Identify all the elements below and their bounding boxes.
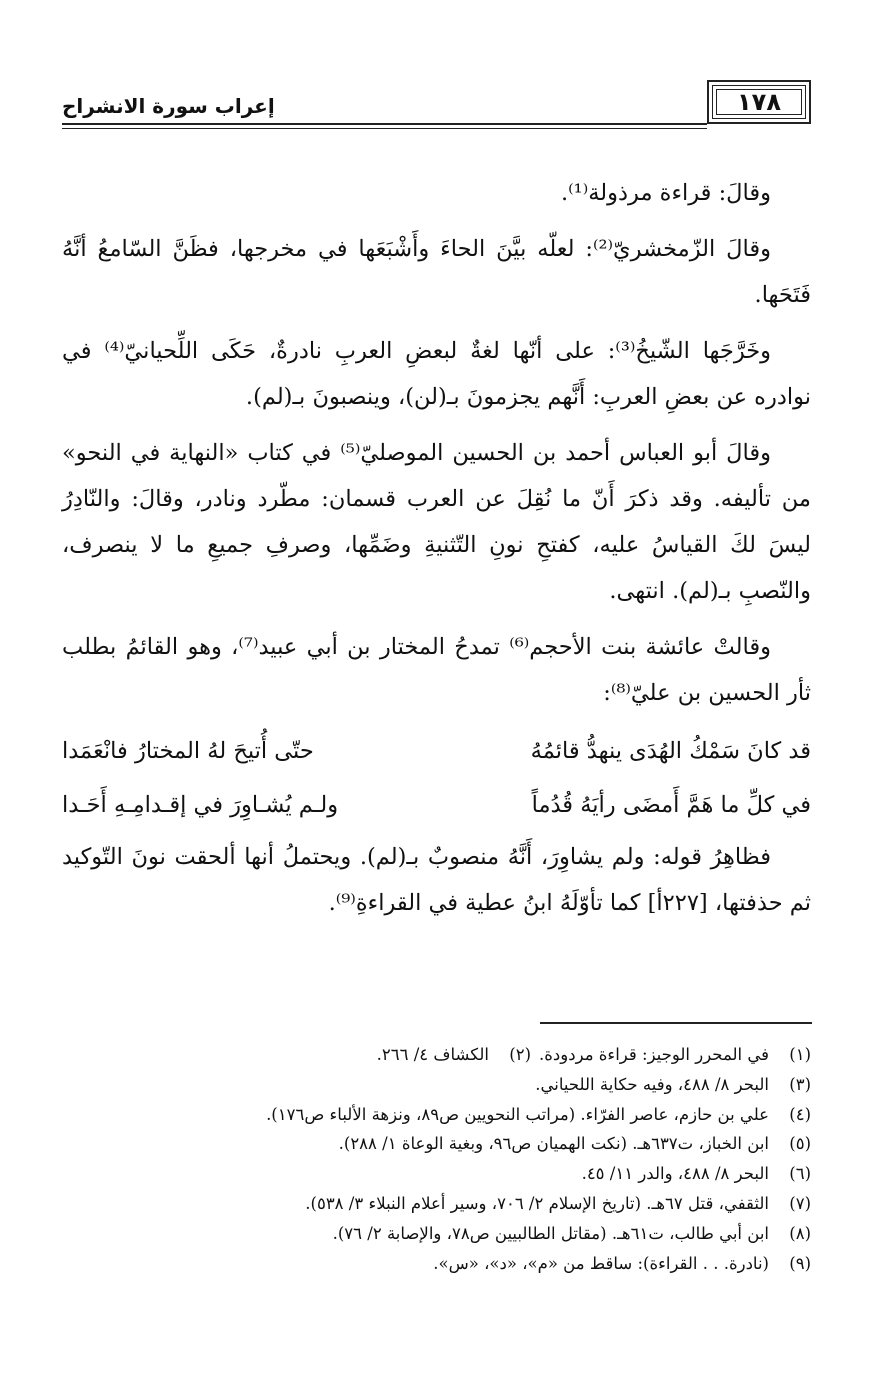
footnote-text: ابن أبي طالب، ت٦١هـ. (مقاتل الطالبيين ص٧٨، والإصابة ٢/ ٧٦). xyxy=(332,1223,769,1243)
footnote-row-1 xyxy=(62,1040,811,1070)
paragraph-closing: فظاهِرُ قوله: ولم يشاوِرَ، أَنَّهُ منصوبٌ بـ(لم). ويحتملُ أنها ألحقت نونَ التّوكيد ثم حذفتها، [٢٢٧أ] كما تأوّلَهُ ابنُ عطية في القراءةِ⁽⁹⁾. xyxy=(62,844,811,916)
paragraph-4: وقالَ أبو العباس أحمد بن الحسين الموصليّ⁽⁵⁾ في كتاب «النهاية في النحو» من تأليفه. وقد ذكرَ أَنّ ما نُقِلَ عن العرب قسمان: مطّرد ونادر، وقالَ: والنّادِرُ ليسَ لكَ القياسُ عليه، كفتحِ نونِ التّثنيةِ وضَمِّها، وصرفِ جميعِ ما لا ينصرف، والنّصبِ بـ(لم). انتهى. xyxy=(62,440,811,604)
footnote-4 xyxy=(62,1100,811,1130)
footnote-2 xyxy=(377,1040,531,1070)
paragraph-3: وخَرَّجَها الشّيخُ⁽³⁾: على أنّها لغةٌ لبعضِ العربِ نادرةٌ، حَكَى اللِّحيانيّ⁽⁴⁾ في نوادره عن بعضِ العربِ: أَنَّهم يجزمونَ بـ(لن)، وينصبونَ بـ(لم). xyxy=(62,338,811,410)
verse-2-first-hemistich: في كلِّ ما هَمَّ أَمضَى رأيَهُ قُدُماً xyxy=(531,792,811,818)
footnote-text: (نادرة. . . القراءة): ساقط من «م»، «د»، «س». xyxy=(433,1253,769,1273)
footnote-text: في المحرر الوجيز: قراءة مردودة. xyxy=(539,1045,769,1064)
footnote-number: (١) xyxy=(789,1045,811,1064)
footnote-text: الكشاف ٤/ ٢٦٦. xyxy=(376,1045,489,1064)
footnote-number: (٤) xyxy=(789,1104,811,1124)
page-number-frame xyxy=(707,80,811,124)
footnote-5 xyxy=(62,1129,811,1159)
footnote-text: ابن الخباز، ت٦٣٧هـ. (نكت الهميان ص٩٦، وبغية الوعاة ١/ ٢٨٨). xyxy=(338,1134,769,1154)
footnote-text: الثقفي، قتل ٦٧هـ. (تاريخ الإسلام ٢/ ٧٠٦، وسير أعلام النبلاء ٣/ ٥٣٨). xyxy=(305,1193,769,1213)
footnote-8 xyxy=(62,1219,811,1249)
footnote-text: البحر ٨/ ٤٨٨، وفيه حكاية اللحياني. xyxy=(535,1074,769,1094)
verse-2-second-hemistich: ولـم يُشـاوِرَ في إقـدامِـهِ أَحَـدا xyxy=(62,792,339,818)
footnote-number: (٥) xyxy=(789,1134,811,1154)
page-number: ١٧٨ xyxy=(737,88,781,116)
page-header xyxy=(62,80,811,130)
verse-1-second-hemistich: حتّى أُتيحَ لهُ المختارُ فانْعَمَدا xyxy=(62,738,314,764)
footnote-3 xyxy=(62,1070,811,1100)
paragraph-2: وقالَ الزّمخشريّ⁽²⁾: لعلّه بيَّنَ الحاءَ وأَشْبَعَها في مخرجها، فظَنَّ السّامعُ أنَّهُ فَتَحَها. xyxy=(62,236,811,308)
paragraph-1: وقالَ: قراءة مرذولة⁽¹⁾. xyxy=(560,180,771,206)
running-title: إعراب سورة الانشراح xyxy=(62,94,275,118)
footnotes xyxy=(62,1040,811,1278)
header-rule xyxy=(62,123,707,125)
footnote-7 xyxy=(62,1189,811,1219)
footnote-text: البحر ٨/ ٤٨٨، والدر ١١/ ٤٥. xyxy=(581,1164,769,1184)
footnote-number: (٧) xyxy=(789,1193,811,1213)
footnote-number: (٨) xyxy=(789,1223,811,1243)
footnote-number: (٩) xyxy=(789,1253,811,1273)
footnote-1 xyxy=(531,1040,811,1070)
footnote-number: (٦) xyxy=(789,1164,811,1184)
footnote-6 xyxy=(62,1159,811,1189)
poem-verse-2 xyxy=(62,780,811,830)
footnote-separator xyxy=(540,1022,812,1024)
paragraph-5: وقالتْ عائشة بنت الأحجم⁽⁶⁾ تمدحُ المختار بن أبي عبيد⁽⁷⁾، وهو القائمُ بطلب ثأر الحسين بن عليّ⁽⁸⁾: xyxy=(62,634,811,706)
verse-1-first-hemistich: قد كانَ سَمْكُ الهُدَى ينهدُّ قائمُهُ xyxy=(530,738,811,764)
footnote-text: علي بن حازم، عاصر الفرّاء. (مراتب النحويين ص٨٩، ونزهة الألباء ص١٧٦). xyxy=(266,1104,769,1124)
poem-verse-1 xyxy=(62,726,811,776)
footnote-9 xyxy=(62,1249,811,1279)
footnote-number: (٣) xyxy=(789,1074,811,1094)
main-text xyxy=(62,170,811,936)
footnote-number: (٢) xyxy=(509,1045,531,1064)
